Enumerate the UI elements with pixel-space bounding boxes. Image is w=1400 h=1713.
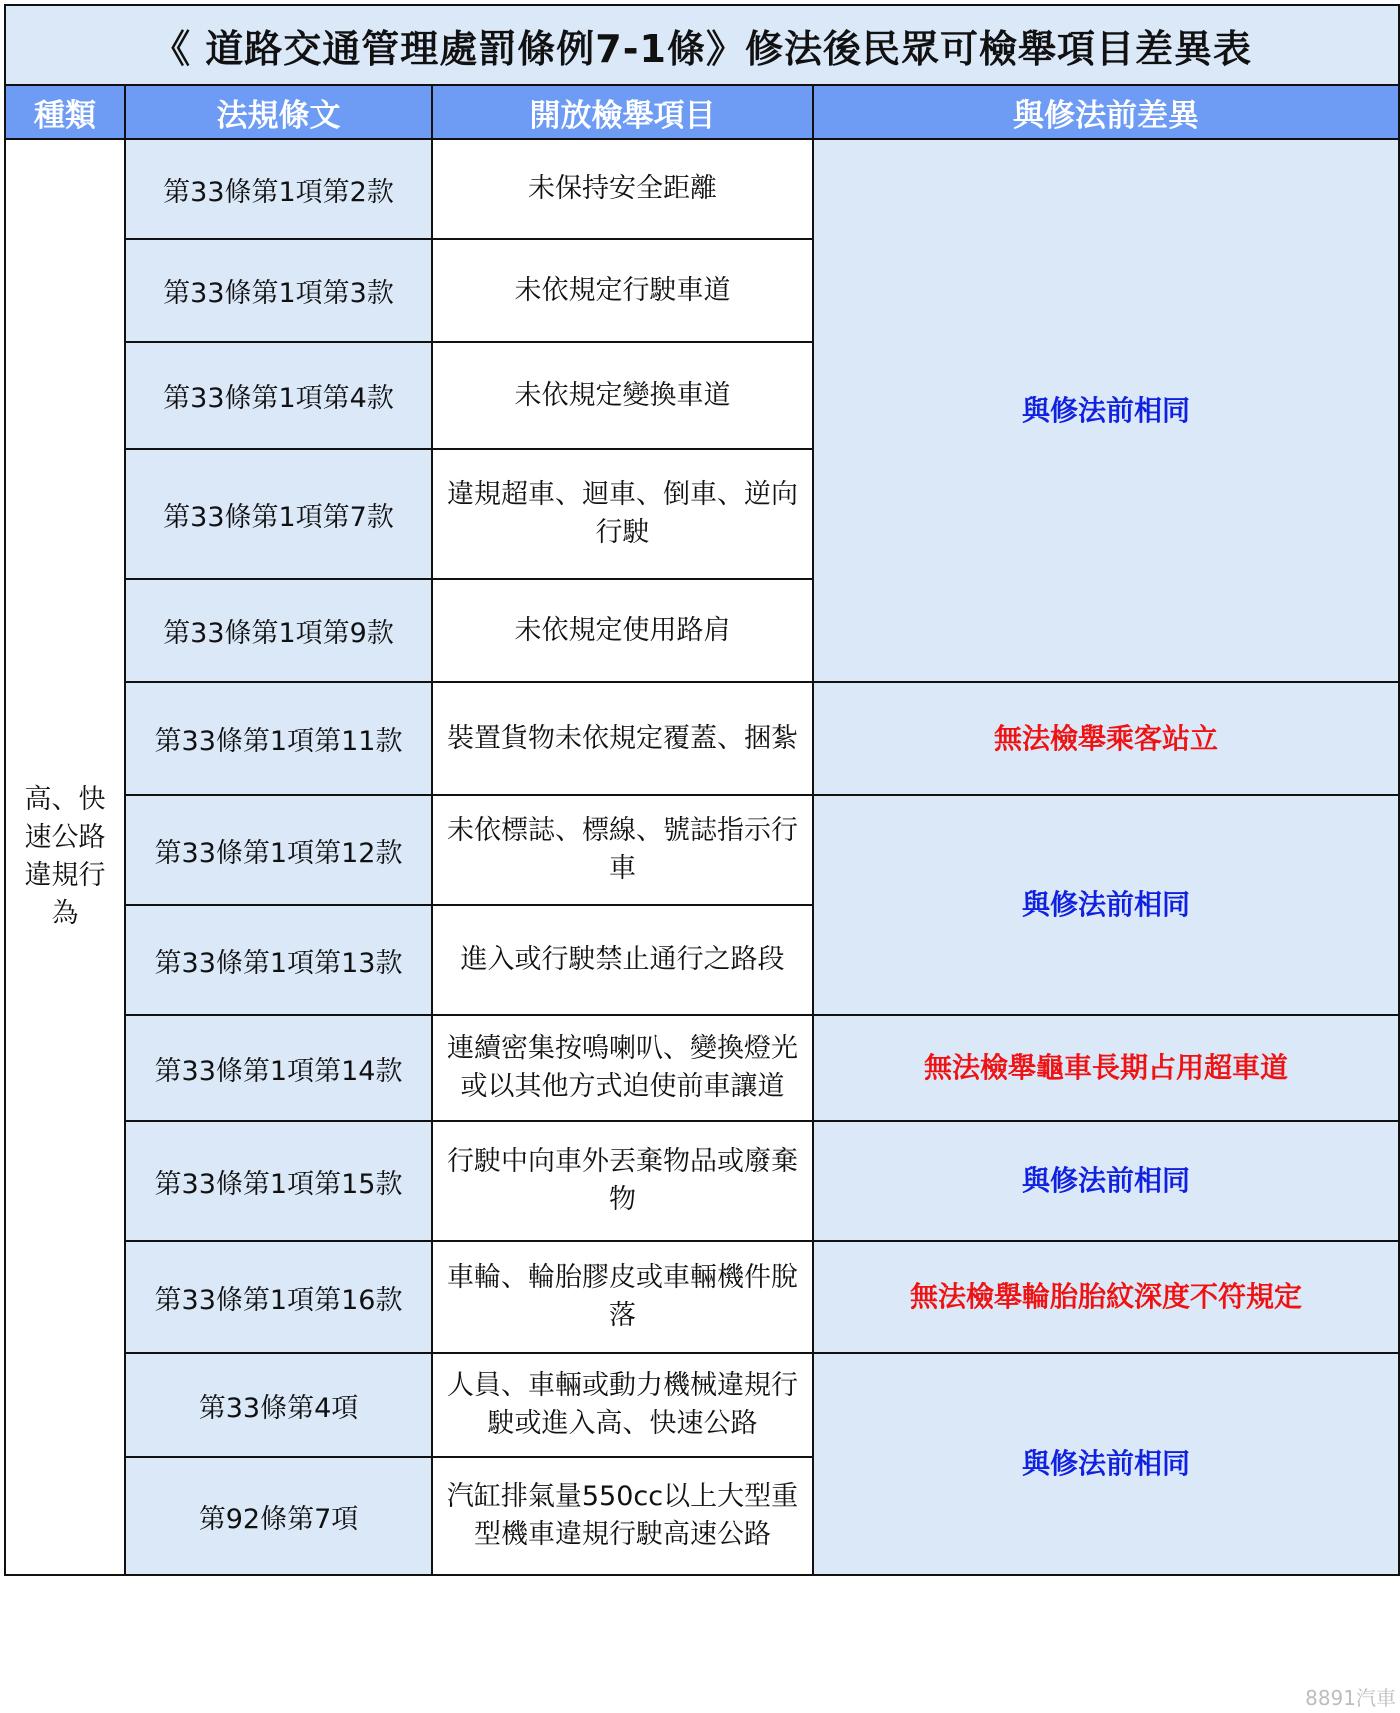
header-law: 法規條文 (125, 85, 432, 139)
item-cell: 未依規定行駛車道 (432, 239, 813, 342)
law-cell: 第92條第7項 (125, 1457, 432, 1575)
comparison-table (4, 4, 1400, 1576)
item-cell: 裝置貨物未依規定覆蓋、捆紮 (432, 682, 813, 795)
item-cell: 進入或行駛禁止通行之路段 (432, 905, 813, 1015)
law-cell: 第33條第1項第12款 (125, 795, 432, 905)
item-cell: 未依規定變換車道 (432, 342, 813, 449)
table-title: 《 道路交通管理處罰條例7-1條》修法後民眾可檢舉項目差異表 (5, 5, 1399, 85)
law-cell: 第33條第1項第9款 (125, 579, 432, 682)
category-cell: 高、快速公路違規行為 (5, 139, 125, 1575)
diff-cell: 與修法前相同 (813, 1353, 1399, 1575)
law-cell: 第33條第4項 (125, 1353, 432, 1457)
law-cell: 第33條第1項第15款 (125, 1121, 432, 1241)
table-row (5, 682, 1399, 795)
item-cell: 未保持安全距離 (432, 139, 813, 239)
law-cell: 第33條第1項第16款 (125, 1241, 432, 1353)
item-cell: 汽缸排氣量550cc以上大型重型機車違規行駛高速公路 (432, 1457, 813, 1575)
comparison-table-container (4, 4, 1398, 1710)
item-cell: 未依標誌、標線、號誌指示行車 (432, 795, 813, 905)
item-cell: 人員、車輛或動力機械違規行駛或進入高、快速公路 (432, 1353, 813, 1457)
table-row (5, 1121, 1399, 1241)
diff-cell: 與修法前相同 (813, 1121, 1399, 1241)
diff-cell: 無法檢舉乘客站立 (813, 682, 1399, 795)
table-row (5, 139, 1399, 239)
law-cell: 第33條第1項第14款 (125, 1015, 432, 1121)
item-cell: 連續密集按鳴喇叭、變換燈光或以其他方式迫使前車讓道 (432, 1015, 813, 1121)
diff-cell: 與修法前相同 (813, 795, 1399, 1015)
title-row (5, 5, 1399, 85)
law-cell: 第33條第1項第7款 (125, 449, 432, 579)
header-row (5, 85, 1399, 139)
law-cell: 第33條第1項第3款 (125, 239, 432, 342)
item-cell: 違規超車、迴車、倒車、逆向行駛 (432, 449, 813, 579)
law-cell: 第33條第1項第2款 (125, 139, 432, 239)
table-row (5, 795, 1399, 905)
table-row (5, 1241, 1399, 1353)
watermark: 8891汽車 (1305, 1686, 1396, 1710)
header-diff: 與修法前差異 (813, 85, 1399, 139)
law-cell: 第33條第1項第11款 (125, 682, 432, 795)
header-category: 種類 (5, 85, 125, 139)
law-cell: 第33條第1項第13款 (125, 905, 432, 1015)
diff-cell: 與修法前相同 (813, 139, 1399, 682)
header-item: 開放檢舉項目 (432, 85, 813, 139)
table-row (5, 1015, 1399, 1121)
law-cell: 第33條第1項第4款 (125, 342, 432, 449)
item-cell: 未依規定使用路肩 (432, 579, 813, 682)
table-row (5, 1353, 1399, 1457)
item-cell: 行駛中向車外丟棄物品或廢棄物 (432, 1121, 813, 1241)
diff-cell: 無法檢舉輪胎胎紋深度不符規定 (813, 1241, 1399, 1353)
diff-cell: 無法檢舉龜車長期占用超車道 (813, 1015, 1399, 1121)
item-cell: 車輪、輪胎膠皮或車輛機件脫落 (432, 1241, 813, 1353)
